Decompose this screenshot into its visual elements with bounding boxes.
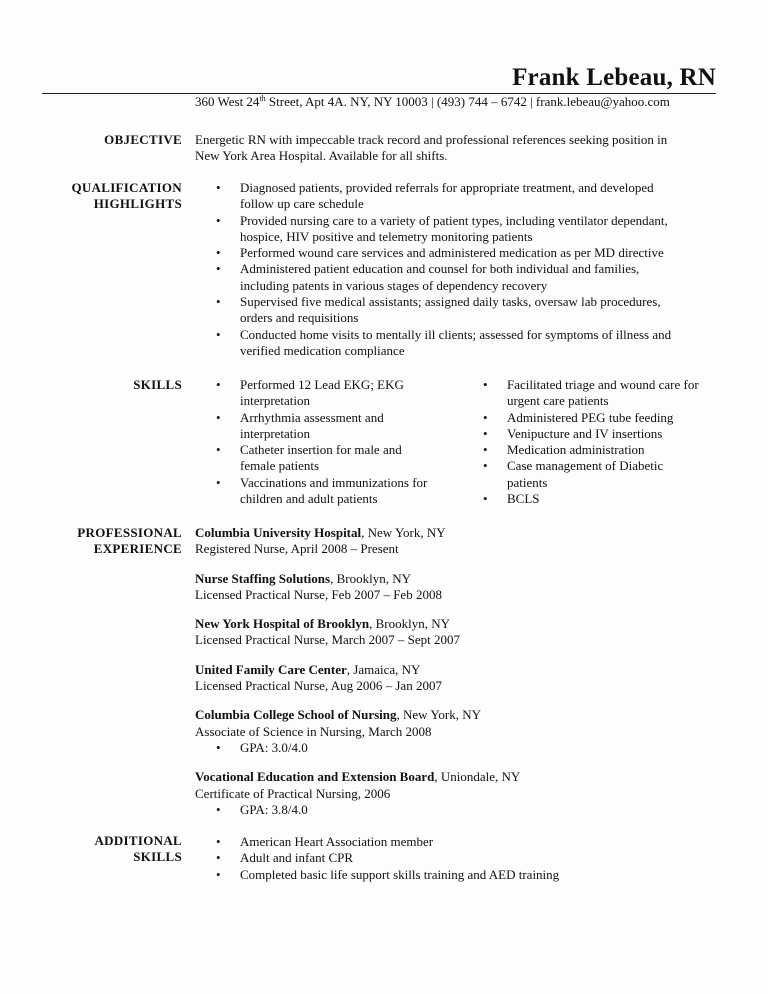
bullet-text: patients [507,474,548,490]
skill-item [462,410,732,426]
bullet-icon: • [216,326,221,342]
skill-item [462,491,732,507]
experience-heading [195,525,725,541]
bullet-icon: • [216,377,221,392]
bullet-icon: • [483,458,488,474]
experience-label-line: EXPERIENCE [93,541,182,556]
bullet-text: Administered PEG tube feeding [507,409,674,425]
bullet-text: Case management of Diabetic [507,458,664,474]
bullet-icon: • [216,866,221,882]
bullet-text: Arrhythmia assessment and [240,409,384,425]
organization-name: Columbia University Hospital [195,525,362,540]
bullet-text: female patients [240,458,320,474]
bullet-text: American Heart Association member [240,834,434,849]
bullet-text: BCLS [507,491,540,507]
additional-label-line: SKILLS [133,849,182,864]
bullet-icon: • [216,212,221,228]
qualification-item [195,294,725,327]
organization-name: United Family Care Center [195,661,347,677]
objective-label: OBJECTIVE [104,132,182,147]
bullet-text: interpretation [240,425,311,441]
experience-entry [195,525,725,558]
bullet-text: Diagnosed patients, provided referrals for appropriate treatment, and developed [240,180,654,195]
skills-left-column [195,377,435,507]
bullet-text: Performed 12 Lead EKG; EKG [240,377,404,392]
experience-entry [195,571,725,604]
experience-role: Certificate of Practical Nursing, 2006 [195,785,391,801]
experience-heading [195,662,725,678]
bullet-text: GPA: 3.8/4.0 [240,801,308,817]
experience-role: Licensed Practical Nurse, March 2007 – Sept 2007 [195,632,460,648]
bullet-text: Completed basic life support skills training and AED training [240,866,560,882]
objective-line: New York Area Hospital. Available for all shifts. [195,148,448,164]
skills-right-column [462,377,732,507]
qualification-label [40,180,182,212]
bullet-text: Administered patient education and counsel for both individual and families, [240,261,640,277]
contact-line [195,94,725,110]
objective-text [195,132,725,165]
experience-entry [195,616,725,649]
bullet-icon: • [216,850,221,866]
experience-heading [195,571,725,587]
qualification-item [195,245,725,261]
bullet-text: Performed wound care services and administered medication as per MD directive [240,245,664,261]
bullet-text: children and adult patients [240,491,378,507]
bullet-icon: • [483,491,488,507]
experience-role: Licensed Practical Nurse, Aug 2006 – Jan 2007 [195,678,442,694]
bullet-text: hospice, HIV positive and telemetry monitoring patients [240,228,533,244]
experience-label [40,525,182,557]
skill-item [462,442,732,458]
qualification-item [195,261,725,294]
bullet-icon: • [483,409,488,425]
experience-entry [195,707,725,756]
qualification-item [195,213,725,246]
address-part-1: 360 West 24 [195,94,260,109]
qualification-list [195,180,725,359]
bullet-text: Catheter insertion for male and [240,442,402,458]
organization-location: , Brooklyn, NY [330,570,411,586]
bullet-text: Vaccinations and immunizations for [240,474,428,490]
additional-label-line: ADDITIONAL [94,833,182,848]
bullet-icon: • [216,739,221,755]
bullet-text: urgent care patients [507,393,609,409]
organization-location: , New York, NY [361,525,446,540]
bullet-icon: • [216,442,221,458]
objective-line: Energetic RN with impeccable track record and professional references seeking position in [195,132,668,147]
bullet-icon: • [216,245,221,261]
bullet-text: Supervised five medical assistants; assigned daily tasks, oversaw lab procedures, [240,294,661,310]
bullet-text: follow up care schedule [240,196,364,212]
bullet-text: Adult and infant CPR [240,850,354,866]
additional-skills-label [40,833,182,865]
bullet-icon: • [216,409,221,425]
experience-role: Registered Nurse, April 2008 – Present [195,541,399,557]
additional-skill-item [195,834,725,850]
experience-list [195,525,725,818]
bullet-icon: • [216,294,221,310]
skill-item [195,442,435,475]
organization-location: , Jamaica, NY [346,661,421,677]
bullet-text: Medication administration [507,442,645,458]
skill-item [462,458,732,491]
skill-item [462,377,732,410]
bullet-icon: • [483,425,488,441]
bullet-text: Facilitated triage and wound care for [507,377,699,392]
organization-name: Columbia College School of Nursing [195,707,397,723]
skills-label: SKILLS [133,377,182,392]
qualification-label-line: HIGHLIGHTS [93,196,182,211]
bullet-text: Conducted home visits to mentally ill clients; assessed for symptoms of illness and [240,326,672,342]
bullet-text: Provided nursing care to a variety of patient types, including ventilator dependant, [240,212,668,228]
experience-label-line: PROFESSIONAL [77,525,182,540]
bullet-text: including patents in various stages of dependency recovery [240,277,548,293]
organization-location: , Brooklyn, NY [369,616,450,632]
additional-skill-item [195,867,725,883]
organization-name: New York Hospital of Brooklyn [195,616,370,632]
organization-location: , Uniondale, NY [434,769,521,785]
experience-heading [195,769,725,785]
bullet-icon: • [216,834,221,849]
skill-item [195,410,435,443]
organization-name: Vocational Education and Extension Board [195,769,435,785]
organization-name: Nurse Staffing Solutions [195,570,331,586]
qualification-label-line: QUALIFICATION [71,180,182,195]
qualification-item [195,327,725,360]
experience-heading [195,616,725,632]
bullet-icon: • [216,180,221,195]
candidate-name: Frank Lebeau, RN [512,64,716,91]
experience-entry [195,662,725,695]
additional-skill-item [195,850,725,866]
additional-skills-list [195,834,725,883]
bullet-text: GPA: 3.0/4.0 [240,739,308,755]
skill-item [462,426,732,442]
bullet-text: Venipucture and IV insertions [507,425,663,441]
bullet-text: interpretation [240,393,311,409]
bullet-icon: • [216,261,221,277]
address-part-2: Street, Apt 4A. NY, NY 10003 | (493) 744 – 6742 | frank.lebeau@yahoo.com [265,94,670,109]
bullet-icon: • [483,377,488,392]
address-superscript: th [259,94,266,103]
experience-heading [195,707,725,723]
bullet-icon: • [483,442,488,458]
organization-location: , New York, NY [396,707,482,723]
qualification-item [195,180,725,213]
skill-item [195,475,435,508]
gpa-item [195,740,725,756]
bullet-text: orders and requisitions [240,310,359,326]
gpa-item [195,802,725,818]
skill-item [195,377,435,410]
bullet-icon: • [216,801,221,817]
bullet-text: verified medication compliance [240,342,405,358]
experience-role: Associate of Science in Nursing, March 2008 [195,723,432,739]
experience-role: Licensed Practical Nurse, Feb 2007 – Feb 2008 [195,586,442,602]
experience-entry [195,769,725,818]
bullet-icon: • [216,474,221,490]
